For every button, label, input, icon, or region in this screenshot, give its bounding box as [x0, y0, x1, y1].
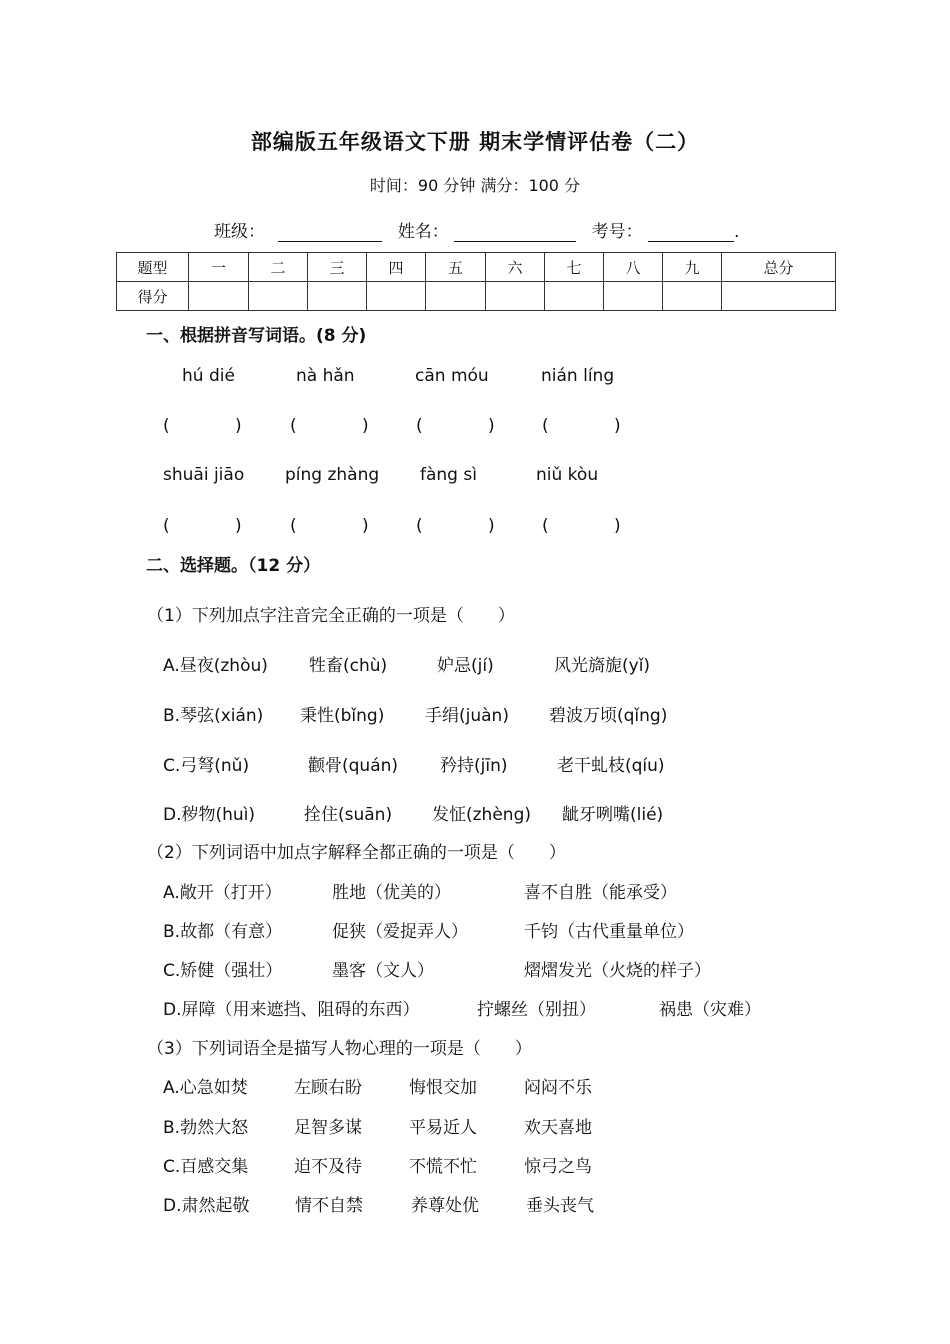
class-field[interactable]	[278, 223, 382, 242]
pinyin-item: hú dié	[182, 366, 235, 386]
score-table-score-row	[117, 282, 836, 311]
score-cell[interactable]	[426, 282, 486, 311]
q2-option-c-word: 熠熠发光（火烧的样子）	[524, 961, 711, 981]
q3-option-a-word: 闷闷不乐	[524, 1078, 592, 1098]
exam-time-score: 时间：90 分钟 满分：100 分	[369, 176, 581, 195]
pinyin-item: cān móu	[415, 366, 489, 386]
paren-close: )	[362, 416, 369, 436]
paren-open: (	[416, 516, 423, 536]
paren-open: (	[290, 416, 297, 436]
q3-option-d-word: 垂头丧气	[526, 1196, 594, 1216]
paren-open: (	[542, 416, 549, 436]
question-2-stem: （2）下列词语中加点字解释全都正确的一项是（ ）	[147, 843, 566, 863]
paren-close: )	[488, 516, 495, 536]
class-label: 班级：	[214, 222, 265, 242]
q1-option-d-word: 拴住(suān)	[304, 805, 393, 825]
q3-option-b-word: 平易近人	[409, 1118, 477, 1138]
pinyin-item: niǔ kòu	[536, 465, 599, 485]
q1-option-a-word: 风光旖旎(yǐ)	[554, 656, 651, 676]
paren-close: )	[614, 516, 621, 536]
score-cell[interactable]	[604, 282, 663, 311]
pinyin-item: nián líng	[541, 366, 615, 386]
paren-close: )	[235, 416, 242, 436]
q1-option-d-word: 龇牙咧嘴(lié)	[562, 805, 664, 825]
q2-option-a: A.敞开（打开）	[163, 883, 282, 903]
student-info-line	[214, 217, 739, 242]
section2-heading: 二、选择题。（12 分）	[146, 556, 321, 576]
q1-option-d-word: 发怔(zhèng)	[432, 805, 531, 825]
paren-close: )	[614, 416, 621, 436]
score-cell[interactable]	[545, 282, 604, 311]
q3-option-a-word: 左顾右盼	[294, 1078, 362, 1098]
q2-option-c-word: 墨客（文人）	[332, 961, 434, 981]
q2-option-a-word: 喜不自胜（能承受）	[524, 883, 677, 903]
q3-option-b-word: 欢天喜地	[524, 1118, 592, 1138]
q2-option-b-word: 促狭（爱捉弄人）	[332, 922, 468, 942]
paren-close: )	[235, 516, 242, 536]
q3-option-c-word: 不慌不忙	[409, 1157, 477, 1177]
q3-option-a: A.心急如焚	[163, 1078, 248, 1098]
q1-option-b: B.琴弦(xián)	[163, 706, 264, 726]
pinyin-item: píng zhàng	[285, 465, 380, 485]
q2-option-b-word: 千钧（古代重量单位）	[524, 922, 694, 942]
header-cell: 四	[367, 253, 426, 282]
q2-option-d: D.屏障（用来遮挡、阻碍的东西）	[163, 1000, 420, 1020]
q1-option-b-word: 秉性(bǐng)	[300, 706, 385, 726]
paren-open: (	[542, 516, 549, 536]
q3-option-d-word: 养尊处优	[411, 1196, 479, 1216]
q1-option-a-word: 牲畜(chù)	[309, 656, 388, 676]
header-cell: 题型	[117, 253, 189, 282]
score-cell[interactable]	[486, 282, 545, 311]
score-cell[interactable]	[663, 282, 722, 311]
q2-option-b: B.故都（有意）	[163, 922, 283, 942]
number-field[interactable]	[648, 223, 734, 242]
score-cell[interactable]	[189, 282, 249, 311]
q3-option-d: D.肃然起敬	[163, 1196, 250, 1216]
score-cell[interactable]	[722, 282, 836, 311]
q1-option-c-word: 矜持(jīn)	[440, 756, 508, 776]
question-3-stem: （3）下列词语全是描写人物心理的一项是（ ）	[147, 1039, 532, 1059]
q3-option-c-word: 惊弓之鸟	[524, 1157, 592, 1177]
pinyin-item: shuāi jiāo	[163, 465, 245, 485]
header-cell: 八	[604, 253, 663, 282]
q1-option-c: C.弓弩(nǔ)	[163, 756, 250, 776]
q1-option-c-word: 颧骨(quán)	[308, 756, 399, 776]
paren-close: )	[488, 416, 495, 436]
page-title: 部编版五年级语文下册 期末学情评估卷（二）	[250, 130, 700, 154]
q3-option-c: C.百感交集	[163, 1157, 249, 1177]
header-cell: 五	[426, 253, 486, 282]
q1-option-c-word: 老干虬枝(qíu)	[557, 756, 665, 776]
score-cell[interactable]	[249, 282, 308, 311]
score-cell[interactable]	[367, 282, 426, 311]
number-label: 考号：	[591, 222, 643, 242]
q2-option-d-word: 拧螺丝（别扭）	[477, 1000, 596, 1020]
q1-option-b-word: 手绢(juàn)	[425, 706, 509, 726]
q2-option-c: C.矫健（强壮）	[163, 961, 283, 981]
score-cell[interactable]	[308, 282, 367, 311]
score-table	[116, 252, 836, 311]
q3-option-c-word: 迫不及待	[294, 1157, 362, 1177]
paren-open: (	[163, 516, 170, 536]
header-cell: 六	[486, 253, 545, 282]
header-cell: 一	[189, 253, 249, 282]
end-dot: .	[734, 222, 740, 242]
name-field[interactable]	[454, 223, 576, 242]
score-row-label: 得分	[117, 282, 189, 311]
q2-option-d-word: 祸患（灾难）	[659, 1000, 761, 1020]
section1-heading: 一、根据拼音写词语。(8 分)	[146, 326, 367, 346]
q1-option-b-word: 碧波万顷(qǐng)	[549, 706, 668, 726]
header-cell: 总分	[722, 253, 836, 282]
paren-open: (	[416, 416, 423, 436]
question-1-stem: （1）下列加点字注音完全正确的一项是（ ）	[147, 606, 515, 626]
paren-open: (	[290, 516, 297, 536]
q1-option-a-word: 妒忌(jí)	[437, 656, 494, 676]
q3-option-d-word: 情不自禁	[295, 1196, 363, 1216]
score-table-header-row	[117, 253, 836, 282]
name-label: 姓名：	[397, 222, 449, 242]
pinyin-item: nà hǎn	[296, 366, 355, 386]
header-cell: 三	[308, 253, 367, 282]
header-cell: 九	[663, 253, 722, 282]
q3-option-b-word: 足智多谋	[294, 1118, 362, 1138]
header-cell: 七	[545, 253, 604, 282]
q1-option-a: A.昼夜(zhòu)	[163, 656, 268, 676]
q2-option-a-word: 胜地（优美的）	[332, 883, 451, 903]
pinyin-item: fàng sì	[420, 465, 477, 485]
paren-open: (	[163, 416, 170, 436]
q3-option-a-word: 悔恨交加	[409, 1078, 477, 1098]
header-cell: 二	[249, 253, 308, 282]
q1-option-d: D.秽物(huì)	[163, 805, 256, 825]
paren-close: )	[362, 516, 369, 536]
q3-option-b: B.勃然大怒	[163, 1118, 249, 1138]
